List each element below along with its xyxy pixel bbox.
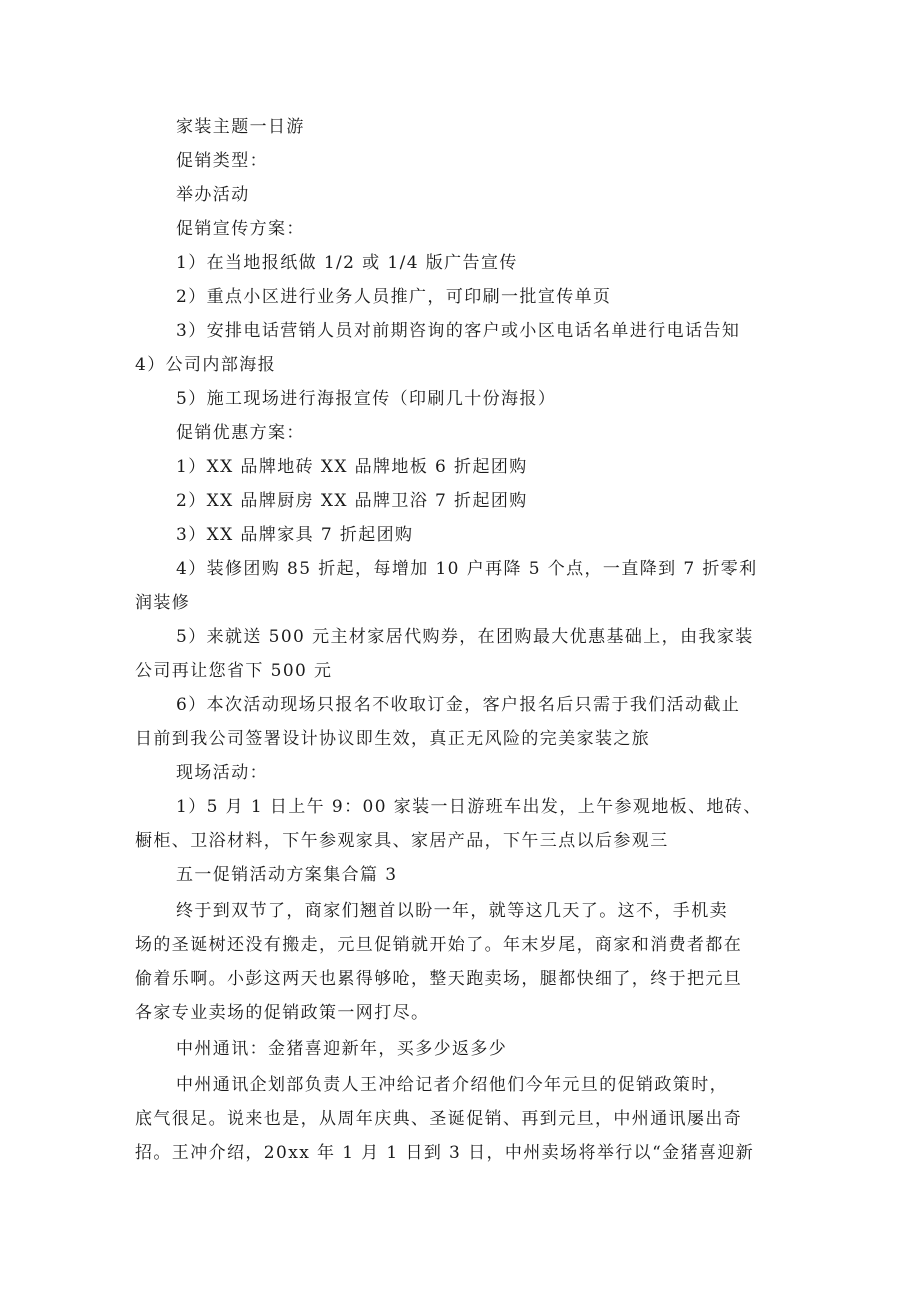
heading-home-tour: 家装主题一日游 [176,117,305,137]
onsite-item-1-line-1: 1）5 月 1 日上午 9：00 家装一日游班车出发，上午参观地板、地砖、 [176,797,762,817]
discount-item-4-line-2: 润装修 [135,593,191,613]
discount-item-3: 3）XX 品牌家具 7 折起团购 [176,525,414,545]
paragraph-1-line-1: 终于到双节了，商家们翘首以盼一年，就等这几天了。这不，手机卖 [176,901,728,921]
text-hold-event: 举办活动 [176,185,250,205]
publicity-item-4: 4）公司内部海报 [135,355,277,375]
publicity-item-3: 3）安排电话营销人员对前期咨询的客户或小区电话名单进行电话告知 [176,321,741,341]
paragraph-2-line-2: 底气很足。说来也是，从周年庆典、圣诞促销、再到元旦，中州通讯屡出奇 [135,1109,743,1129]
paragraph-2-line-1: 中州通讯企划部负责人王冲给记者介绍他们今年元旦的促销政策时， [176,1075,728,1095]
onsite-item-1-line-2: 橱柜、卫浴材料，下午参观家具、家居产品，下午三点以后参观三 [135,831,669,851]
subheading-zhongzhou: 中州通讯：金猪喜迎新年，买多少返多少 [176,1039,508,1059]
paragraph-1-line-3: 偷着乐啊。小彭这两天也累得够呛，整天跑卖场，腿都快细了，终于把元旦 [135,969,743,989]
publicity-item-1: 1）在当地报纸做 1/2 或 1/4 版广告宣传 [176,253,518,273]
label-promo-type: 促销类型： [176,151,268,171]
label-discount-plan: 促销优惠方案： [176,423,305,443]
paragraph-1-line-4: 各家专业卖场的促销政策一网打尽。 [135,1003,430,1023]
discount-item-4-line-1: 4）装修团购 85 折起，每增加 10 户再降 5 个点，一直降到 7 折零利 [176,559,758,579]
paragraph-2-line-3: 招。王冲介绍，20xx 年 1 月 1 日到 3 日，中州卖场将举行以“金猪喜迎新 [135,1143,755,1163]
discount-item-1: 1）XX 品牌地砖 XX 品牌地板 6 折起团购 [176,457,528,477]
discount-item-5-line-1: 5）来就送 500 元主材家居代购券，在团购最大优惠基础上，由我家装 [176,627,754,647]
label-publicity-plan: 促销宣传方案： [176,219,305,239]
paragraph-1-line-2: 场的圣诞树还没有搬走，元旦促销就开始了。年末岁尾，商家和消费者都在 [135,935,743,955]
publicity-item-5: 5）施工现场进行海报宣传（印刷几十份海报） [176,389,557,409]
discount-item-6-line-1: 6）本次活动现场只报名不收取订金，客户报名后只需于我们活动截止 [176,695,741,715]
label-onsite-activity: 现场活动： [176,763,268,783]
publicity-item-2: 2）重点小区进行业务人员推广，可印刷一批宣传单页 [176,287,612,307]
discount-item-5-line-2: 公司再让您省下 500 元 [135,661,333,681]
discount-item-6-line-2: 日前到我公司签署设计协议即生效，真正无风险的完美家装之旅 [135,729,651,749]
discount-item-2: 2）XX 品牌厨房 XX 品牌卫浴 7 折起团购 [176,491,528,511]
section-title-part-3: 五一促销活动方案集合篇 3 [176,865,398,885]
